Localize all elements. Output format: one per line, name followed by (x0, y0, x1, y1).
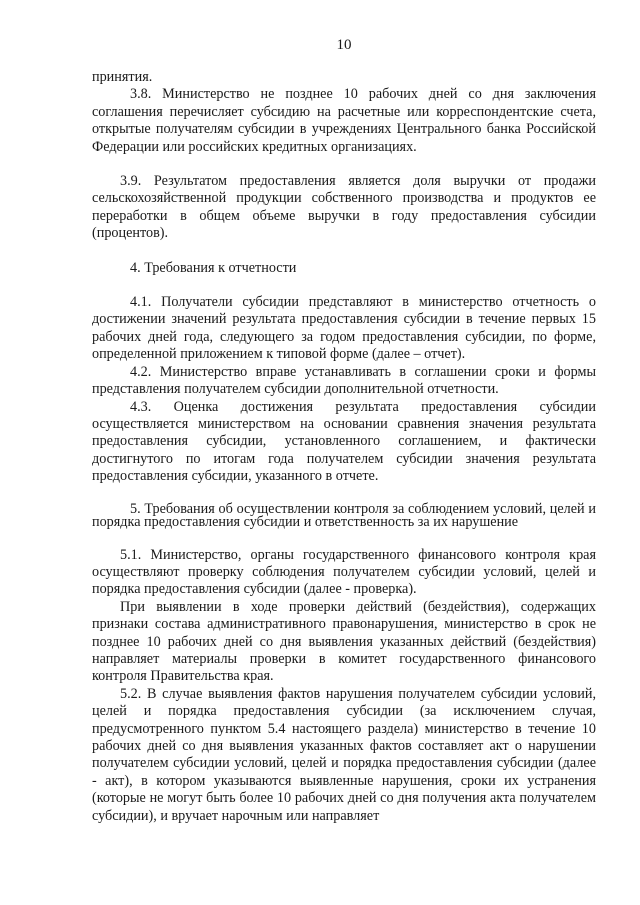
paragraph-4-3: 4.3. Оценка достижения результата предоставления субсидии осуществляется министерством на основании сравнения значения результата предоставления субсидии, установленного соглашением, и фактически достигнутого по итогам года получателем субсидии значения результата предоставления субсидии, указанного в отчете. (92, 398, 596, 485)
paragraph-continuation: принятия. (92, 69, 153, 85)
document-body (92, 69, 596, 825)
section-heading-5: 5. Требования об осуществлении контроля за соблюдением условий, целей и порядка предоставления субсидии и ответственность за их нарушение (92, 500, 596, 531)
paragraph-3-8: 3.8. Министерство не позднее 10 рабочих дней со дня заключения соглашения перечисляет субсидию на расчетные или корреспондентские счета, открытые получателям субсидии в учреждениях Центрального банка Российской Федерации или российских кредитных организациях. (92, 86, 596, 155)
spacer (92, 243, 596, 260)
spacer (92, 530, 596, 547)
paragraph-5-1: 5.1. Министерство, органы государственного финансового контроля края осуществляют проверку соблюдения получателем субсидии условий, целей и порядка предоставления субсидии (далее - проверка). (92, 546, 596, 598)
page-number: 10 (336, 37, 352, 53)
paragraph-4-1: 4.1. Получатели субсидии представляют в министерство отчетность о достижении значений результата предоставления субсидии в течение первых 15 рабочих дней года, следующего за годом предоставления субсидии, по форме, определенной приложением к типовой форме (далее – отчет). (92, 294, 596, 363)
paragraph-5-2: 5.2. В случае выявления фактов нарушения получателем субсидии условий, целей и порядка предоставления субсидии (за исключением случая, предусмотренного пунктом 5.4 настоящего раздела) министерство в течение 10 рабочих дней со дня выявления указанных фактов составляет акт о нарушении получателем субсидии условий, целей и порядка предоставления субсидии (далее - акт), в котором указываются выявленные нарушения, сроки их устранения (которые не могут быть более 10 рабочих дней со дня получения акта получателем субсидии), и вручает нарочным или направляет (92, 685, 596, 824)
paragraph-4-2: 4.2. Министерство вправе устанавливать в соглашении сроки и формы представления получателем субсидии дополнительной отчетности. (92, 363, 596, 398)
spacer (92, 156, 596, 173)
section-heading-4: 4. Требования к отчетности (130, 259, 297, 276)
paragraph-3-9: 3.9. Результатом предоставления является доля выручки от продажи сельскохозяйственной продукции собственного производства и продуктов ее переработки в общем объеме выручки в году предоставления субсидии (процентов). (92, 173, 596, 242)
spacer (92, 277, 596, 294)
paragraph-5-1-continued: При выявлении в ходе проверки действий (бездействия), содержащих признаки состава административного правонарушения, министерство в срок не позднее 10 рабочих дней со дня выявления указанных действий (бездействия) направляет материалы проверки в комитет государственного финансового контроля Правительства края. (92, 598, 596, 685)
spacer (92, 486, 596, 503)
